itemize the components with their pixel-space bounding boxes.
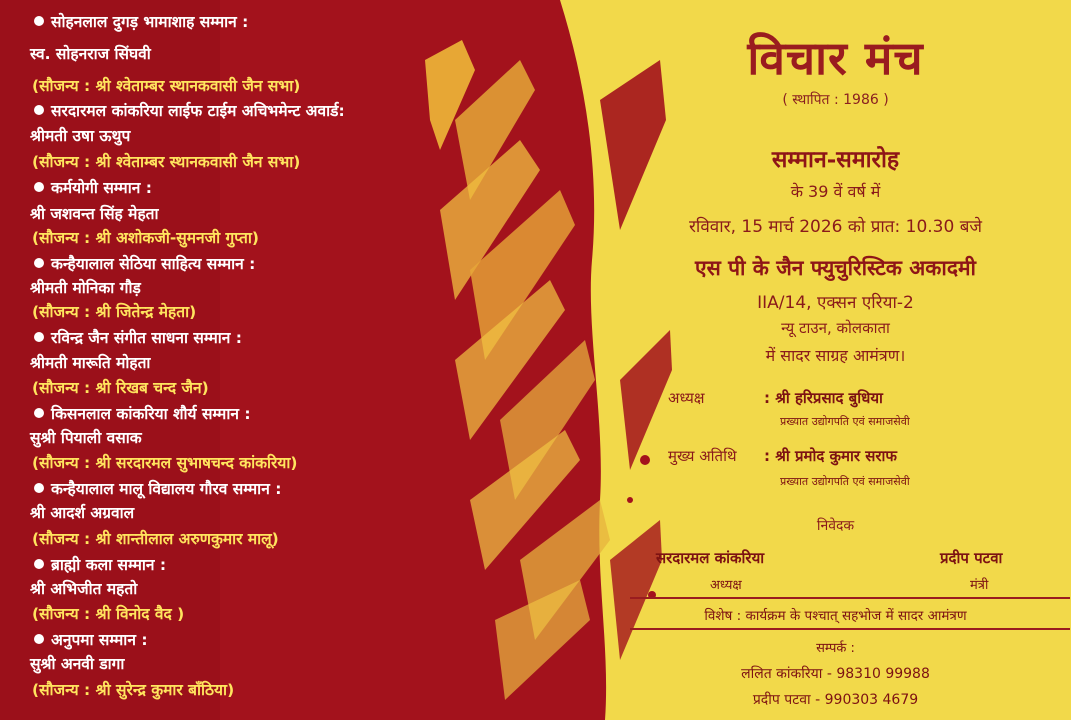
bullet-icon — [34, 332, 44, 342]
award-courtesy: (सौजन्य : श्री श्वेताम्बर स्थानकवासी जैन सभा) — [32, 77, 301, 95]
president-desc: प्रख्यात उद्योगपति एवं समाजसेवी — [780, 415, 910, 428]
venue-name: एस पी के जैन फ्युचुरिस्टिक अकादमी — [694, 256, 976, 280]
president-name: : श्री हरिप्रसाद बुधिया — [764, 389, 883, 407]
award-courtesy: (सौजन्य : श्री अशोकजी-सुमनजी गुप्ता) — [32, 229, 259, 247]
org-name: विचार मंच — [747, 31, 924, 85]
bullet-icon — [34, 105, 44, 115]
year-line: के 39 वें वर्ष में — [790, 182, 881, 201]
bullet-icon — [34, 408, 44, 418]
award-courtesy: (सौजन्य : श्री श्वेताम्बर स्थानकवासी जैन सभा) — [32, 153, 301, 171]
award-courtesy: (सौजन्य : श्री सुरेन्द्र कुमार बाँठिया) — [32, 681, 235, 699]
date-time: रविवार, 15 मार्च 2026 को प्रात: 10.30 बजे — [688, 217, 983, 237]
requester-2-name: प्रदीप पटवा — [940, 549, 1003, 567]
established-year: ( स्थापित : 1986 ) — [782, 92, 889, 108]
event-details — [600, 0, 1071, 720]
award-courtesy: (सौजन्य : श्री जितेन्द्र मेहता) — [32, 303, 197, 321]
award-recipient: श्रीमती मारूति मोहता — [30, 354, 151, 372]
award-recipient: श्री जशवन्त सिंह मेहता — [30, 205, 159, 223]
event-title: सम्मान-समारोह — [771, 146, 900, 173]
award-recipient: स्व. सोहनराज सिंघवी — [30, 45, 151, 63]
award-title: कन्हैयालाल मालू विद्यालय गौरव सम्मान : — [34, 477, 281, 499]
award-recipient: श्री अभिजीत महतो — [30, 580, 138, 598]
award-title: किसनलाल कांकरिया शौर्य सम्मान : — [34, 402, 251, 424]
contact-line-2: प्रदीप पटवा - 990303 4679 — [752, 692, 919, 708]
award-title: सोहनलाल दुगड़ भामाशाह सम्मान : — [34, 10, 248, 32]
award-courtesy: (सौजन्य : श्री सरदारमल सुभाषचन्द कांकरिया) — [32, 454, 298, 472]
divider — [630, 628, 1070, 630]
award-courtesy: (सौजन्य : श्री रिखब चन्द जैन) — [32, 379, 209, 397]
contact-heading: सम्पर्क : — [816, 641, 855, 656]
award-title: अनुपमा सम्मान : — [34, 628, 148, 650]
bullet-icon — [34, 559, 44, 569]
award-recipient: श्रीमती उषा ऊथुप — [30, 127, 131, 145]
award-courtesy: (सौजन्य : श्री विनोद वैद ) — [32, 605, 185, 623]
award-recipient: सुश्री पियाली वसाक — [30, 429, 142, 447]
bullet-icon — [34, 182, 44, 192]
chief-guest-name: : श्री प्रमोद कुमार सराफ — [764, 447, 897, 465]
bullet-icon — [34, 634, 44, 644]
award-title: सरदारमल कांकरिया लाईफ टाईम अचिभमेन्ट अवार्ड: — [34, 99, 345, 121]
bullet-icon — [34, 483, 44, 493]
divider — [630, 597, 1070, 599]
award-courtesy: (सौजन्य : श्री शान्तीलाल अरुणकुमार मालू) — [32, 530, 279, 548]
requester-1-name: सरदारमल कांकरिया — [656, 549, 765, 567]
award-title: रविन्द्र जैन संगीत साधना सम्मान : — [34, 326, 242, 348]
invitation-line: में सादर साग्रह आमंत्रण। — [765, 346, 906, 365]
award-title: कन्हैयालाल सेठिया साहित्य सम्मान : — [34, 252, 255, 274]
requester-1-role: अध्यक्ष — [710, 578, 742, 593]
award-recipient: श्री आदर्श अग्रवाल — [30, 504, 135, 522]
requester-2-role: मंत्री — [970, 578, 989, 593]
address-line-1: IIA/14, एक्सन एरिया-2 — [757, 293, 914, 313]
bullet-icon — [34, 16, 44, 26]
requesters-heading: निवेदक — [816, 518, 855, 534]
chief-guest-label: मुख्य अतिथि — [668, 447, 737, 465]
chief-guest-desc: प्रख्यात उद्योगपति एवं समाजसेवी — [780, 475, 910, 488]
bullet-icon — [34, 258, 44, 268]
award-recipient: श्रीमती मोनिका गौड़ — [30, 279, 141, 297]
contact-line-1: ललित कांकरिया - 98310 99988 — [741, 666, 930, 682]
award-title: ब्राह्मी कला सम्मान : — [34, 553, 166, 575]
award-recipient: सुश्री अनवी डागा — [30, 655, 125, 673]
address-line-2: न्यू टाउन, कोलकाता — [781, 319, 890, 337]
award-title: कर्मयोगी सम्मान : — [34, 176, 152, 198]
special-note: विशेष : कार्यक्रम के पश्चात् सहभोज में सादर आमंत्रण — [704, 608, 967, 624]
president-label: अध्यक्ष — [668, 389, 705, 407]
